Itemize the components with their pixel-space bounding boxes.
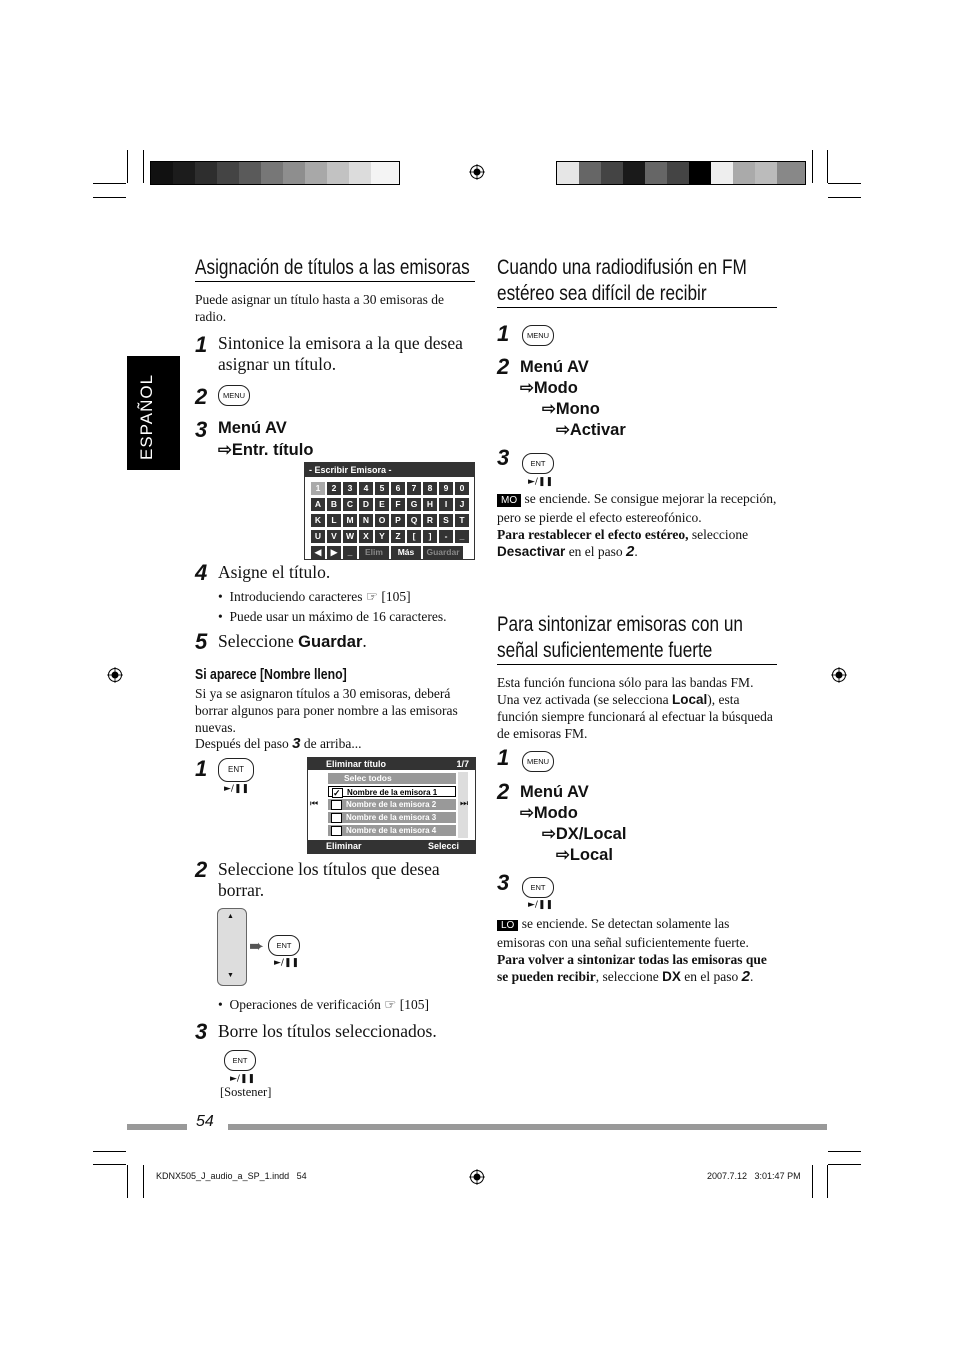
checkbox-icon[interactable] — [331, 800, 342, 810]
key-bottom-5[interactable]: Guardar — [423, 546, 463, 559]
key-H[interactable]: H — [423, 498, 437, 511]
key-Y[interactable]: Y — [375, 530, 389, 543]
step-number: 1 — [195, 332, 208, 357]
ent-button[interactable]: ENT — [522, 453, 554, 474]
key-C[interactable]: C — [343, 498, 357, 511]
key-][interactable]: ] — [423, 530, 437, 543]
footer-date: 2007.7.12 3:01:47 PM — [707, 1171, 801, 1181]
key-O[interactable]: O — [375, 514, 389, 527]
key-bottom-1[interactable]: ▶ — [327, 546, 341, 559]
step-number: 2 — [497, 779, 510, 804]
sub-heading: Si aparece [Nombre lleno] — [195, 666, 347, 683]
key-Q[interactable]: Q — [407, 514, 421, 527]
key-bottom-2[interactable]: _ — [343, 546, 357, 559]
key-2[interactable]: 2 — [327, 482, 341, 495]
step-number: 3 — [497, 870, 510, 895]
bullet-item: Puede usar un máximo de 16 caracteres. — [229, 609, 447, 624]
sub-body: Si ya se asignaron títulos a 30 emisoras, deberá borrar algunos para poner nombre a las emisoras nuevas. — [195, 686, 458, 735]
right-heading-1-block — [497, 255, 777, 308]
key-_[interactable]: _ — [455, 530, 469, 543]
step-number: 4 — [195, 560, 208, 585]
key-N[interactable]: N — [359, 514, 373, 527]
key-1[interactable]: 1 — [311, 482, 325, 495]
key-J[interactable]: J — [455, 498, 469, 511]
play-pause-icon: ►/❚❚ — [230, 1074, 256, 1084]
checkbox-icon[interactable] — [331, 813, 342, 823]
mo-indicator: MO — [497, 494, 521, 507]
ent-button[interactable]: ENT — [268, 935, 300, 956]
step-2-text: Seleccione los títulos que desea borrar. — [218, 859, 440, 900]
delete-title-screen — [307, 757, 476, 854]
key-P[interactable]: P — [391, 514, 405, 527]
step-number: 3 — [195, 1019, 208, 1044]
after-step-text: Después del paso 3 de arriba... — [195, 735, 362, 752]
key-bottom-3[interactable]: Elim — [359, 546, 389, 559]
key-G[interactable]: G — [407, 498, 421, 511]
key-7[interactable]: 7 — [407, 482, 421, 495]
crop-mark — [812, 1165, 813, 1198]
delete-item-row[interactable] — [328, 825, 456, 836]
registration-mark-icon — [469, 164, 485, 180]
crop-mark — [812, 150, 813, 183]
key-L[interactable]: L — [327, 514, 341, 527]
key-B[interactable]: B — [327, 498, 341, 511]
delete-item-row[interactable] — [328, 799, 456, 810]
footer-file: KDNX505_J_audio_a_SP_1.indd 54 — [156, 1171, 307, 1181]
language-tab — [127, 356, 180, 470]
play-pause-icon: ►/❚❚ — [224, 784, 250, 794]
delete-item-label: Nombre de la emisora 1 — [347, 788, 438, 797]
key-3[interactable]: 3 — [343, 482, 357, 495]
key-Z[interactable]: Z — [391, 530, 405, 543]
delete-item-row[interactable] — [328, 812, 456, 823]
language-tab-label: ESPAÑOL — [137, 373, 156, 460]
key-R[interactable]: R — [423, 514, 437, 527]
delete-action[interactable]: Eliminar — [326, 841, 362, 851]
color-bar-left — [150, 161, 400, 185]
page-bar-right — [228, 1124, 827, 1130]
play-pause-icon: ►/❚❚ — [528, 900, 554, 910]
delete-item-label: Nombre de la emisora 4 — [346, 826, 437, 835]
crop-mark — [828, 1164, 861, 1165]
key-D[interactable]: D — [359, 498, 373, 511]
crop-mark — [93, 197, 126, 198]
key-I[interactable]: I — [439, 498, 453, 511]
crop-mark — [828, 183, 861, 184]
ent-button[interactable]: ENT — [224, 1050, 256, 1071]
step-4-text: Asigne el título. — [218, 562, 331, 582]
delete-item-row[interactable] — [328, 786, 456, 797]
key-M[interactable]: M — [343, 514, 357, 527]
step-5-text: Seleccione Guardar. — [218, 631, 367, 651]
intro-text: Puede asignar un título hasta a 30 emisoras de radio. — [195, 292, 444, 324]
step-number: 5 — [195, 629, 208, 654]
lo-indicator: LO — [497, 920, 518, 931]
key-W[interactable]: W — [343, 530, 357, 543]
key-8[interactable]: 8 — [423, 482, 437, 495]
mo-paragraph: MO se enciende. Se consigue mejorar la recepción, pero se pierde el efecto estereofónico. Para restablecer el efecto estéreo, seleccione Desactivar en el paso 2. — [497, 491, 777, 560]
prev-icon[interactable]: ⏮ — [310, 798, 319, 808]
menu-button[interactable]: MENU — [522, 751, 554, 772]
key-[[interactable]: [ — [407, 530, 421, 543]
menu-button[interactable]: MENU — [218, 385, 250, 406]
crop-mark — [127, 1165, 128, 1198]
key-F[interactable]: F — [391, 498, 405, 511]
hold-text: [Sostener] — [220, 1085, 272, 1099]
right-heading-2-block — [497, 612, 777, 665]
crop-mark — [143, 150, 144, 183]
next-icon[interactable]: ⏭ — [460, 798, 469, 808]
screen-title: Eliminar título — [326, 759, 387, 769]
local-paragraph: Esta función funciona sólo para las bandas FM. Una vez activada (se selecciona Local), esta función siempre funcionará al efectuar la búsqueda de emisoras FM. — [497, 675, 773, 741]
page-bar-left — [127, 1124, 187, 1130]
keyboard-screen — [304, 462, 475, 560]
crop-mark — [828, 197, 861, 198]
guardar-key: Guardar — [298, 633, 363, 651]
step-3-text: Borre los títulos seleccionados. — [218, 1021, 437, 1041]
sub-heading-wrap — [195, 666, 475, 683]
down-icon: ▼ — [227, 971, 234, 979]
bullet-list: • Introduciendo caracteres ☞ [105] • Puede usar un máximo de 16 caracteres. — [218, 589, 447, 624]
key-U[interactable]: U — [311, 530, 325, 543]
play-pause-icon: ►/❚❚ — [274, 958, 300, 968]
step-number: 1 — [195, 756, 208, 781]
section-heading: Para sintonizar emisoras con un señal suficientemente fuerte — [497, 613, 743, 662]
arrow-icon: ⇨ — [218, 441, 232, 459]
scroll-control[interactable] — [217, 908, 247, 986]
crop-mark — [93, 183, 126, 184]
crop-mark — [827, 1165, 828, 1198]
crop-mark — [93, 1151, 126, 1152]
screen-page: 1/7 — [456, 759, 469, 769]
bullet-item-wrap: • Operaciones de verificación ☞ [105] — [218, 997, 429, 1012]
crop-mark — [127, 150, 128, 183]
delete-item-label: Nombre de la emisora 2 — [346, 800, 437, 809]
color-bar-right — [556, 161, 806, 185]
select-action[interactable]: Selecci — [427, 841, 459, 851]
step-number: 3 — [195, 417, 208, 442]
crop-mark — [827, 150, 828, 183]
ent-button[interactable]: ENT — [218, 758, 254, 782]
checkbox-icon[interactable]: ✓ — [332, 788, 343, 798]
ent-button[interactable]: ENT — [522, 877, 554, 898]
step-number: 3 — [497, 445, 510, 470]
key-X[interactable]: X — [359, 530, 373, 543]
play-pause-icon: ►/❚❚ — [528, 477, 554, 487]
up-icon: ▲ — [227, 912, 234, 920]
key-5[interactable]: 5 — [375, 482, 389, 495]
page-number: 54 — [196, 1113, 214, 1130]
key-0[interactable]: 0 — [455, 482, 469, 495]
registration-mark-icon — [831, 667, 847, 683]
key-V[interactable]: V — [327, 530, 341, 543]
section-heading: Asignación de títulos a las emisoras — [195, 256, 470, 279]
delete-item-label: Nombre de la emisora 3 — [346, 813, 437, 822]
arrow-right-icon: ➨ — [249, 936, 265, 956]
step-number: 2 — [497, 354, 510, 379]
lo-paragraph: LO se enciende. Se detectan solamente las emisoras con una señal suficientemente fuerte. Para volver a sintonizar todas las emisoras que se pueden recibir, seleccione DX en el paso 2. — [497, 916, 767, 985]
step-1 — [195, 332, 207, 358]
step-1-text: Sintonice la emisora a la que desea asignar un título. — [218, 333, 463, 374]
key-A[interactable]: A — [311, 498, 325, 511]
key--[interactable]: - — [439, 530, 453, 543]
key-bottom-4[interactable]: Más — [391, 546, 421, 559]
bullet-item: Operaciones de verificación ☞ [105] — [229, 997, 429, 1012]
step-number: 2 — [195, 857, 208, 882]
key-6[interactable]: 6 — [391, 482, 405, 495]
key-bottom-0[interactable]: ◀ — [311, 546, 325, 559]
crop-mark — [828, 1151, 861, 1152]
keyboard-title: - Escribir Emisora - — [305, 463, 474, 477]
bullet-item: Introduciendo caracteres ☞ [105] — [229, 589, 411, 604]
menu-path-item: Entr. título — [231, 441, 314, 459]
select-all-row[interactable]: Selec todos — [328, 773, 456, 784]
key-4[interactable]: 4 — [359, 482, 373, 495]
key-9[interactable]: 9 — [439, 482, 453, 495]
registration-mark-icon — [107, 667, 123, 683]
step-number: 2 — [195, 384, 208, 409]
section-heading: Cuando una radiodifusión en FM estéreo sea difícil de recibir — [497, 256, 747, 305]
crop-mark — [93, 1164, 126, 1165]
key-K[interactable]: K — [311, 514, 325, 527]
left-heading-block — [195, 255, 475, 282]
menu-path: Menú AV ⇨Modo ⇨Mono ⇨Activar — [520, 358, 626, 439]
key-T[interactable]: T — [455, 514, 469, 527]
menu-av-label: Menú AV — [218, 419, 287, 437]
key-E[interactable]: E — [375, 498, 389, 511]
registration-mark-icon — [469, 1169, 485, 1185]
menu-button[interactable]: MENU — [522, 325, 554, 346]
crop-mark — [143, 1165, 144, 1198]
step-number: 1 — [497, 745, 510, 770]
key-S[interactable]: S — [439, 514, 453, 527]
step-number: 1 — [497, 321, 510, 346]
checkbox-icon[interactable] — [331, 826, 342, 836]
menu-path: Menú AV ⇨Modo ⇨DX/Local ⇨Local — [520, 783, 627, 864]
menu-path — [218, 440, 313, 460]
